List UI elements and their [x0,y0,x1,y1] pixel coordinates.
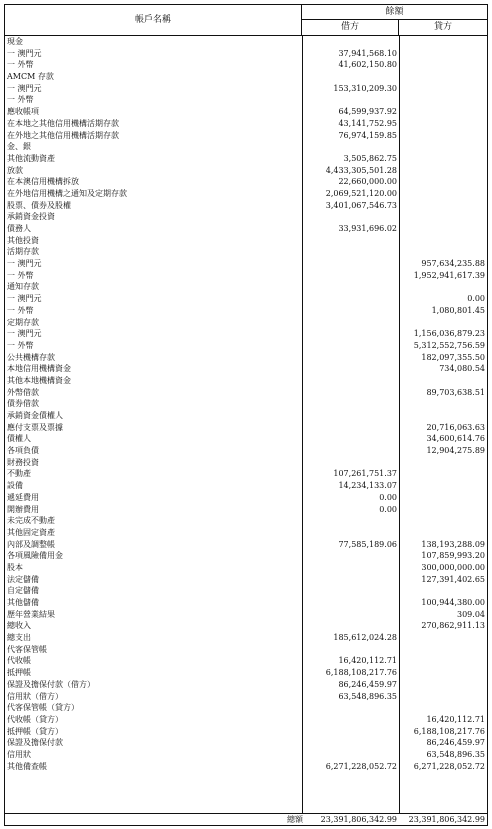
account-name: 信用狀（借方） [7,691,63,701]
account-name: 法定儲備 [7,574,39,584]
debit-header: 借方 [302,20,399,35]
debit-value: 64,599,937.92 [338,107,397,117]
account-name: 設備 [7,481,23,491]
debit-value: 86,246,459.97 [338,679,397,689]
account-name: 一 外幣 [7,270,34,280]
account-name: 應付支票及票據 [7,422,63,432]
debit-value: 37,941,568.10 [338,48,397,58]
account-name: 總收入 [7,621,31,631]
table-row [5,539,487,551]
table-row [5,153,487,165]
table-row [5,620,487,632]
credit-value: 309.04 [457,609,485,619]
table-row [5,118,487,130]
account-name: 一 澳門元 [7,294,42,304]
debit-value: 22,660,000.00 [338,177,397,187]
account-name: 內部及調整帳 [7,539,55,549]
account-name: 活期存款 [7,247,39,257]
account-name-header: 帳戶名稱 [5,5,302,35]
credit-value: 1,156,036,879.23 [413,329,485,339]
account-name: 歷年營業結果 [7,609,55,619]
account-name: 公共機構存款 [7,352,55,362]
account-name: 一 澳門元 [7,259,42,269]
table-row [5,352,487,364]
debit-value: 43,141,752.95 [338,118,397,128]
table-row [5,281,487,293]
account-name: 遞延費用 [7,492,39,502]
credit-value: 20,716,063.63 [426,422,485,432]
table-row [5,702,487,714]
table-row [5,328,487,340]
credit-value: 6,271,228,052.72 [413,761,485,771]
debit-value: 185,612,024.28 [333,633,397,643]
debit-value: 41,602,150.80 [338,60,397,70]
table-row [5,293,487,305]
credit-value: 734,080.54 [439,364,485,374]
account-name: 財務投資 [7,457,39,467]
account-name: 債務人 [7,224,31,233]
account-name: 代收帳 [7,656,31,666]
table-row [5,691,487,703]
table-row [5,317,487,329]
credit-value: 100,944,380.00 [421,598,485,607]
table-row [5,492,487,504]
table-row [5,433,487,445]
table-row [5,71,487,83]
credit-value: 957,634,235.88 [421,259,485,269]
table-row [5,515,487,527]
credit-value: 1,952,941,617.39 [413,270,485,280]
account-name: 在本地之其他信用機構活期存款 [7,118,119,128]
table-row [5,387,487,399]
account-name: 通知存款 [7,282,39,292]
table-row [5,597,487,609]
account-name: 在外地信用機構之通知及定期存款 [7,188,127,198]
account-name: 在外地之其他信用機構活期存款 [7,130,119,140]
table-row [5,562,487,574]
table-row [5,655,487,667]
debit-value: 3,505,862.75 [343,153,397,163]
account-name: 代收帳（貸方） [7,714,63,724]
table-row [5,59,487,71]
account-name: 其他儲備 [7,598,39,607]
account-name: 股本 [7,562,23,572]
table-row [5,375,487,387]
account-name: 一 澳門元 [7,83,42,93]
total-debit: 23,391,806,342.99 [320,815,397,824]
credit-value: 34,600,614.76 [426,434,485,444]
table-row [5,223,487,235]
account-name: 一 澳門元 [7,48,42,58]
credit-value: 127,391,402.65 [421,574,485,584]
debit-value: 6,188,108,217.76 [325,668,397,678]
credit-value: 16,420,112.71 [426,714,485,724]
table-body [5,36,487,772]
table-row [5,714,487,726]
table-row [5,632,487,644]
total-label: 總額 [287,815,303,824]
account-name: 總支出 [7,633,31,643]
table-row [5,410,487,422]
account-name: 各項負債 [7,446,39,456]
table-row [5,141,487,153]
table-row [5,749,487,761]
debit-value: 14,234,133.07 [338,481,397,491]
credit-value: 182,097,355.50 [421,352,485,362]
debit-value: 4,433,305,501.28 [325,165,397,175]
table-row [5,106,487,118]
account-name: 本地信用機構資金 [7,364,71,374]
account-name: 開辦費用 [7,504,39,514]
table-row [5,246,487,258]
credit-value: 5,312,552,756.59 [413,340,485,350]
debit-value: 77,585,189.06 [338,539,397,549]
account-name: 承銷資金債權人 [7,411,63,420]
account-name: 債權人 [7,434,31,444]
credit-value: 1,080,801.45 [431,305,485,315]
table-row [5,585,487,597]
debit-value: 0.00 [379,492,397,502]
table-row [5,667,487,679]
credit-value: 89,703,638.51 [426,387,485,397]
account-name: 不動產 [7,469,31,479]
table-row [5,165,487,177]
account-name: 一 外幣 [7,305,34,315]
account-name: 承銷資金投資 [7,212,55,222]
credit-value: 107,859,993.20 [421,551,485,561]
credit-value: 300,000,000.00 [421,562,485,572]
table-row [5,550,487,562]
account-name: 抵押帳 [7,668,31,678]
account-name: AMCM 存款 [7,72,54,82]
table-row [5,130,487,142]
account-name: 股票、債券及股權 [7,200,71,210]
debit-value: 63,548,896.35 [338,691,397,701]
credit-value: 0.00 [467,294,485,304]
table-row [5,574,487,586]
table-row [5,679,487,691]
table-row [5,457,487,469]
debit-value: 33,931,696.02 [338,224,397,233]
credit-value: 270,862,911.13 [421,621,485,631]
table-row [5,270,487,282]
account-name: 其他固定資產 [7,527,55,537]
table-row [5,504,487,516]
account-name: 抵押帳（貸方） [7,726,63,736]
table-row [5,480,487,492]
table-row [5,200,487,212]
table-row [5,468,487,480]
table-row [5,258,487,270]
account-name: 其他備查帳 [7,761,47,771]
table-row [5,188,487,200]
account-name: 信用狀 [7,749,31,759]
debit-value: 2,069,521,120.00 [325,188,397,198]
table-row [5,176,487,188]
table-header [5,5,487,36]
table-row [5,726,487,738]
account-name: 代客保管帳（貸方） [7,703,79,713]
table-row [5,445,487,457]
total-row [5,813,487,825]
account-name: 自定儲備 [7,586,39,596]
account-name: 其他投資 [7,235,39,245]
account-name: 其他本地機構資金 [7,375,71,385]
table-row [5,737,487,749]
account-name: 代客保管帳 [7,644,47,654]
account-name: 外幣借款 [7,387,39,397]
table-row [5,609,487,621]
debit-value: 16,420,112.71 [338,656,397,666]
credit-value: 12,904,275.89 [426,446,485,456]
account-name: 其他流動資產 [7,153,55,163]
table-row [5,36,487,48]
table-row [5,305,487,317]
debit-value: 153,310,209.30 [333,83,397,93]
account-name: 各項風險備用金 [7,551,63,561]
account-name: 金、銀 [7,142,31,152]
table-row [5,94,487,106]
debit-value: 3,401,067,546.73 [325,200,397,210]
table-row [5,398,487,410]
account-name: 現金 [7,37,23,46]
account-name: 保證及擔保付款 [7,738,63,748]
total-credit: 23,391,806,342.99 [408,815,485,824]
table-row [5,363,487,375]
table-row [5,235,487,247]
debit-value: 107,261,751.37 [333,469,397,479]
balance-table [4,4,488,826]
credit-value: 63,548,896.35 [426,749,485,759]
table-row [5,83,487,95]
account-name: 放款 [7,165,23,175]
credit-value: 6,188,108,217.76 [413,726,485,736]
account-name: 應收帳項 [7,107,39,117]
table-row [5,422,487,434]
account-name: 債券借款 [7,399,39,409]
account-name: 在本澳信用機構拆放 [7,177,79,187]
credit-value: 86,246,459.97 [426,738,485,748]
credit-header: 貸方 [433,22,452,32]
debit-value: 6,271,228,052.72 [325,761,397,771]
account-name: 保證及擔保付款（借方） [7,679,95,689]
account-name: 一 外幣 [7,340,34,350]
account-name: 一 外幣 [7,95,34,105]
table-row [5,761,487,773]
debit-value: 76,974,159.85 [338,130,397,140]
table-row [5,340,487,352]
account-name: 一 外幣 [7,60,34,70]
balance-header: 餘額 [302,5,487,20]
credit-value: 138,193,288.09 [421,539,485,549]
table-row [5,527,487,539]
table-row [5,644,487,656]
table-row [5,211,487,223]
debit-value: 0.00 [379,504,397,514]
account-name: 定期存款 [7,317,39,327]
account-name: 未完成不動產 [7,516,55,526]
table-row [5,48,487,60]
account-name: 一 澳門元 [7,329,42,339]
